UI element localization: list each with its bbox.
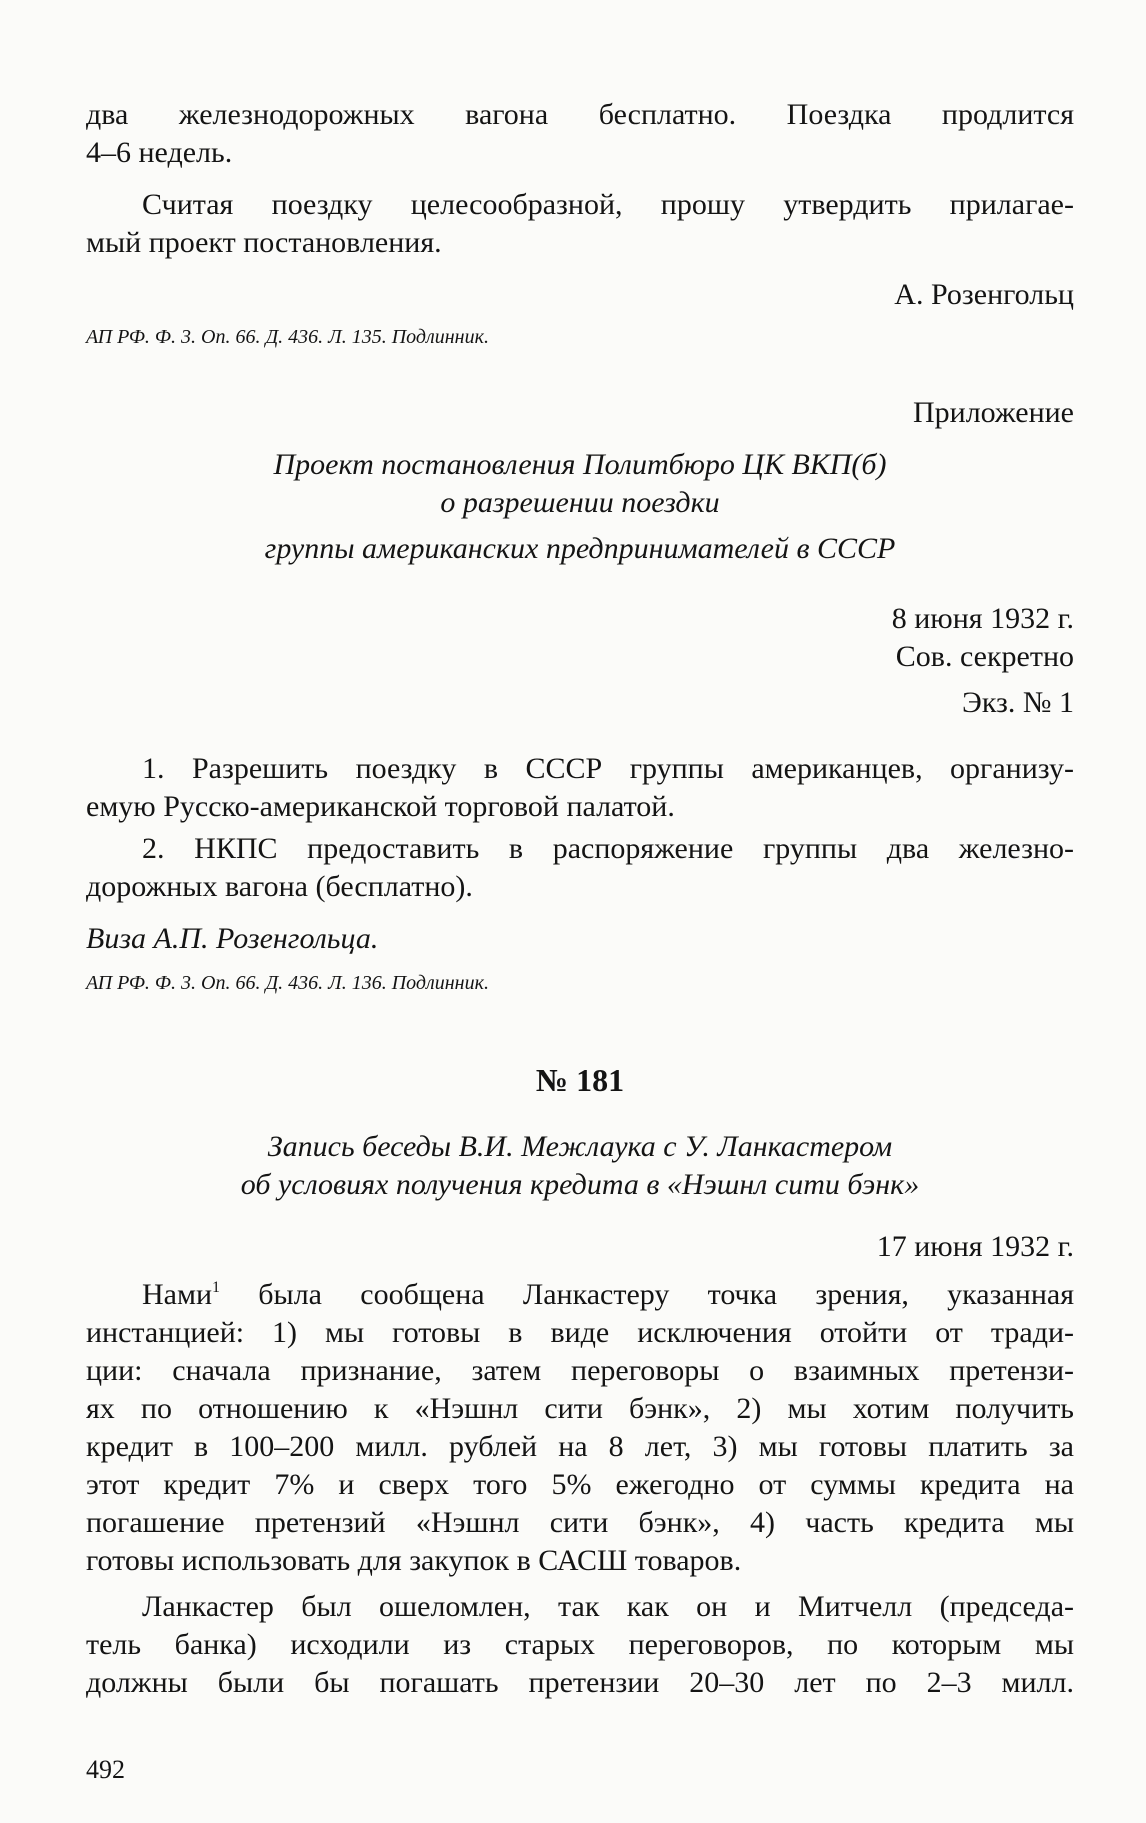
text-line: этот кредит 7% и сверх того 5% ежегодно от суммы кредита на [86,1468,1074,1501]
text-line: готовы использовать для закупок в САСШ товаров. [86,1544,742,1577]
archive-source: АП РФ. Ф. 3. Оп. 66. Д. 436. Л. 136. Подлинник. [86,972,489,994]
secrecy-mark: Сов. секретно [895,640,1074,673]
copy-number: Экз. № 1 [962,686,1074,719]
text-line [86,1276,1074,1314]
document-number: № 181 [535,1062,625,1098]
text-line: должны были бы погашать претензии 20–30 лет по 2–3 милл. [86,1666,1074,1699]
document-title: Проект постановления Политбюро ЦК ВКП(б) [273,448,887,481]
document-title: группы американских предпринимателей в СССР [264,532,896,565]
document-title: об условиях получения кредита в «Нэшнл сити бэнк» [240,1168,920,1201]
first-word: Нами [142,1278,213,1311]
document-title: о разрешении поездки [440,486,720,519]
text-line: 4–6 недель. [86,136,233,169]
text-line: мый проект постановления. [86,226,442,259]
footnote-ref: 1 [212,1279,221,1296]
text-line: дорожных вагона (бесплатно). [86,870,473,903]
text-line: 1. Разрешить поездку в СССР группы американцев, организу- [142,752,1074,785]
line-rest: была сообщена Ланкастеру точка зрения, указанная [220,1278,1074,1311]
text-line: ях по отношению к «Нэшнл сити бэнк», 2) мы хотим получить [86,1392,1074,1425]
text-line: 2. НКПС предоставить в распоряжение группы два железно- [142,832,1074,865]
text-line: Считая поездку целесообразной, прошу утвердить прилагае- [142,188,1074,221]
text-line: ции: сначала признание, затем переговоры о взаимных претензи- [86,1354,1074,1387]
appendix-label: Приложение [912,396,1074,429]
visa-note: Виза А.П. Розенгольца. [86,922,379,955]
signature: А. Розенгольц [894,278,1074,311]
text-line: инстанцией: 1) мы готовы в виде исключения отойти от тради- [86,1316,1074,1349]
text-line: Ланкастер был ошеломлен, так как он и Митчелл (председа- [142,1590,1074,1623]
archive-source: АП РФ. Ф. 3. Оп. 66. Д. 436. Л. 135. Подлинник. [86,326,489,348]
text-line: емую Русско-американской торговой палатой. [86,790,675,823]
document-date: 17 июня 1932 г. [876,1230,1074,1263]
text-line: два железнодорожных вагона бесплатно. Поездка продлится [86,98,1074,131]
document-date: 8 июня 1932 г. [891,602,1074,635]
text-line: тель банка) исходили из старых переговоров, по которым мы [86,1628,1074,1661]
document-page [86,96,1074,1702]
page-number: 492 [86,1755,125,1784]
text-line: кредит в 100–200 милл. рублей на 8 лет, 3) мы готовы платить за [86,1430,1074,1463]
document-title: Запись беседы В.И. Межлаука с У. Ланкастером [267,1130,893,1163]
text-line: погашение претензий «Нэшнл сити бэнк», 4) часть кредита мы [86,1506,1074,1539]
